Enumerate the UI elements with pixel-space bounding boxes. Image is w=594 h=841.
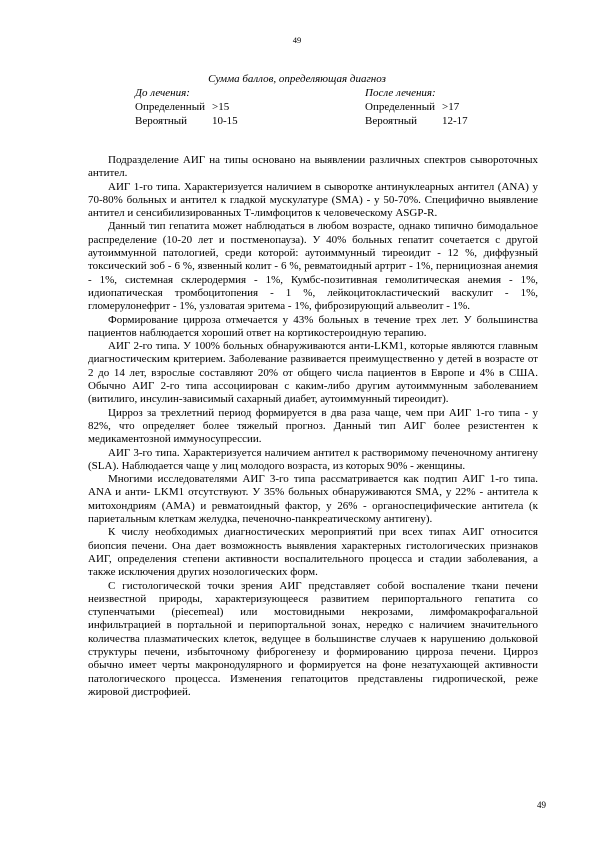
body-text	[88, 154, 538, 699]
score-row-label: Определенный	[365, 101, 435, 113]
score-row-value: 12-17	[442, 115, 468, 127]
page-number-bottom: 49	[537, 800, 546, 810]
score-after-column	[365, 86, 468, 128]
paragraph: Формирование цирроза отмечается у 43% больных в течение трех лет. У большинства пациентов наблюдается хороший ответ на кортикостероидную терапию.	[88, 313, 538, 339]
score-before-header: До лечения:	[135, 87, 190, 99]
score-row-value: 10-15	[212, 115, 238, 127]
score-title: Сумма баллов, определяющая диагноз	[208, 73, 386, 85]
score-row-label: Вероятный	[135, 115, 188, 127]
paragraph: Подразделение АИГ на типы основано на выявлении различных спектров сывороточных антител.	[88, 154, 538, 180]
paragraph: Многими исследователями АИГ 3-го типа рассматривается как подтип АИГ 1-го типа. ANA и анти- LKM1 отсутствуют. У 35% больных обнаруживаются SMA, у 22% - антитела к митохондриям (AMA) и ревматоидный фактор, у 26% - органоспецифические антитела (к париетальным клеткам желудка, печеночно-панкреатическому антигену).	[88, 473, 538, 526]
paragraph: Цирроз за трехлетний период формируется в два раза чаще, чем при АИГ 1-го типа - у 82%, что определяет более тяжелый прогноз. Данный тип АИГ более резистентен к медикаментозной иммуносупрессии.	[88, 406, 538, 446]
score-before-column	[135, 86, 238, 128]
paragraph: К числу необходимых диагностических мероприятий при всех типах АИГ относится биопсия печени. Она дает возможность выявления характерных гистологических признаков АИГ, определения степени активности воспалительного процесса и стадии заболевания, а также исключения других нозологических форм.	[88, 526, 538, 579]
score-after-row	[365, 100, 468, 114]
paragraph: АИГ 3-го типа. Характеризуется наличием антител к растворимому печеночному антигену (SLA). Наблюдается чаще у лиц молодого возраста, из которых 90% - женщины.	[88, 446, 538, 472]
score-before-row	[135, 100, 238, 114]
score-row-value: >15	[212, 101, 230, 113]
paragraph: АИГ 1-го типа. Характеризуется наличием в сыворотке антинуклеарных антител (ANA) у 70-80% больных и антител к гладкой мускулатуре (SMA) - у 50-70%. Специфично выявление антител и сенсибилизированных Т-лимфоцитов к человеческому ASGP-R.	[88, 180, 538, 220]
page-number-top: 49	[292, 35, 302, 45]
paragraph: АИГ 2-го типа. У 100% больных обнаруживаются анти-LKM1, которые являются главным диагностическим критерием. Заболевание развивается преимущественно у детей в возрасте от 2 до 14 лет, взрослые составляют 20% от общего числа пациентов в Европе и 4% в США. Обычно АИГ 2-го типа ассоциирован с каким-либо другим аутоиммунным заболеванием (витилиго, инсулин-зависимый сахарный диабет, аутоиммунный тиреоидит).	[88, 340, 538, 406]
score-row-label: Вероятный	[365, 115, 418, 127]
score-row-value: >17	[442, 101, 460, 113]
paragraph: С гистологической точки зрения АИГ представляет собой воспаление ткани печени неизвестной природы, характеризующееся развитием перипортального гепатита со ступенчатыми (piecemeal) или мостовидными некрозами, лимфомакрофагальной инфильтрацией в портальной и перипортальной зонах, нередко с наличием значительного количества плазматических клеток, ведущее в большинстве случаев к нарушению дольковой структуры печени, избыточному фиброгенезу и формированию цирроза печени. Цирроз обычно имеет черты макронодулярного и формируется на фоне незатухающей активности патологического процесса. Изменения гепатоцитов представлены гидропической, реже жировой дистрофией.	[88, 579, 538, 698]
paragraph: Данный тип гепатита может наблюдаться в любом возрасте, однако типично бимодальное распределение (10-20 лет и постменопауза). У 40% больных гепатит сочетается с другой аутоиммунной патологией, среди которой: аутоиммунный тиреоидит - 12 %, диффузный токсический зоб - 6 %, язвенный колит - 6 %, ревматоидный артрит - 1%, пернициозная анемия - 1%, системная склеродермия - 1%, Кумбс-позитивная гемолитическая анемия - 1%, идиопатическая тромбоцитопения - 1 %, лейкоцитокластический васкулит - 1%, гломерулонефрит - 1%, узловатая эритема - 1%, фиброзирующий альвеолит - 1%.	[88, 220, 538, 313]
score-row-label: Определенный	[135, 101, 205, 113]
score-before-row	[135, 114, 238, 128]
score-after-row	[365, 114, 468, 128]
score-after-header: После лечения:	[365, 87, 436, 99]
